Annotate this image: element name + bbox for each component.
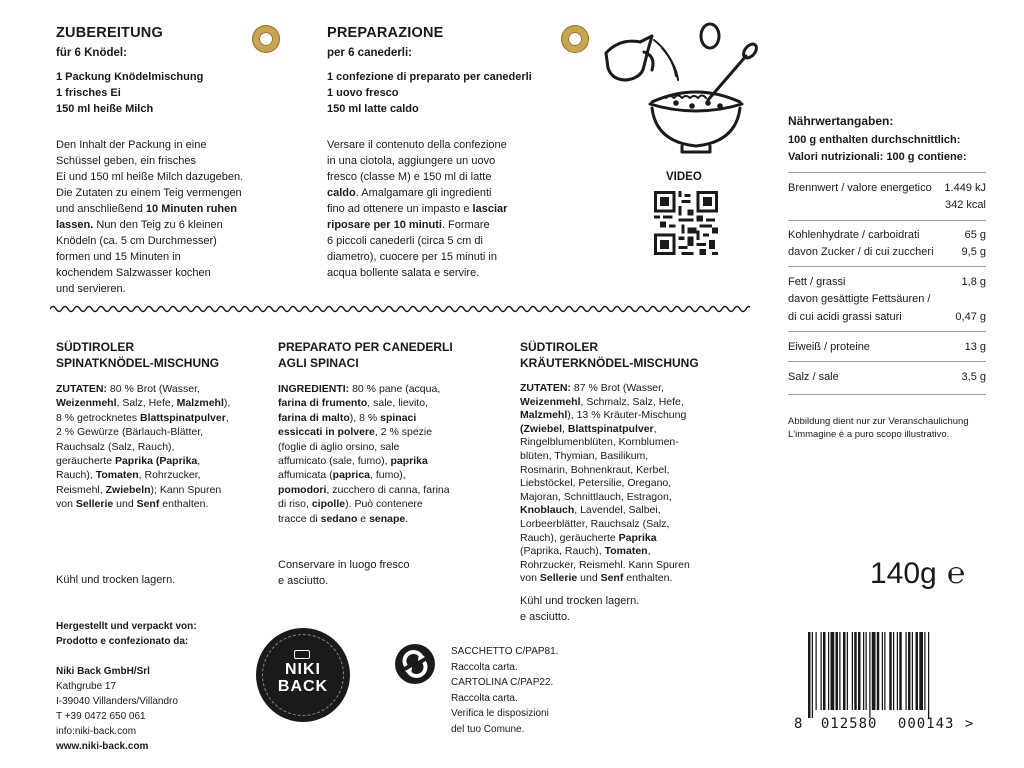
zubereitung-body: [56, 137, 243, 297]
text-segment: paprika: [390, 455, 428, 468]
text-segment: lasciar: [472, 203, 508, 215]
barcode-bar: [884, 632, 885, 710]
text-segment: fino ad ottenere un impasto e: [327, 203, 473, 215]
text-line: [520, 436, 690, 450]
text-segment: pomodori: [278, 483, 327, 496]
barcode-digits-right: 000143: [897, 716, 955, 732]
text-segment: und anschließend: [56, 203, 146, 215]
text-segment: lassen.: [56, 219, 94, 231]
text-segment: caldo: [327, 187, 356, 199]
barcode-bar: [808, 632, 811, 718]
text-line: [56, 497, 230, 511]
nutrition-label: davon gesättigte Fettsäuren /: [788, 293, 931, 305]
text-segment: Sellerie: [75, 498, 114, 511]
text-line: [520, 423, 690, 437]
text-segment: Blattspinatpulver: [140, 411, 226, 424]
text-line: [56, 382, 230, 396]
text-line: [56, 468, 230, 482]
text-segment: 6 piccoli canederli (circa 5 cm di: [327, 235, 483, 247]
barcode-bar: [858, 632, 861, 710]
nutrition-label: Brennwert / valore energetico: [788, 182, 932, 194]
barcode-bar: [836, 632, 839, 710]
text-segment: Rauchsalz (Salz, Rauch),: [56, 440, 175, 453]
text-line: [327, 233, 507, 249]
text-segment: Schüssel geben, ein frisches: [56, 155, 197, 167]
logo-line-1: NIKI: [285, 661, 321, 678]
text-segment: geräucherte: [56, 455, 115, 468]
text-segment: Rauch), geräucherte: [520, 531, 619, 544]
text-segment: Paprika (Paprika: [114, 455, 198, 468]
producer-city: I-39040 Villanders/Villandro: [56, 696, 178, 707]
text-line: [56, 137, 243, 153]
text-segment: . Formare: [441, 219, 490, 231]
producer-phone: T +39 0472 650 061: [56, 711, 146, 722]
hanging-ring-left: [253, 26, 279, 52]
text-line: [278, 483, 450, 497]
text-line: [520, 572, 690, 586]
col1-title: [56, 339, 219, 371]
text-segment: Liebstöckel, Petersilie, Oregano,: [520, 477, 672, 490]
text-segment: Versare il contenuto della confezione: [327, 139, 507, 151]
col2-title-line: PREPARATO PER CANEDERLI: [278, 340, 453, 354]
text-segment: 80 % Brot (Wasser,: [106, 383, 200, 395]
text-segment: acqua bollente salata e servire.: [327, 267, 480, 279]
nutrition-label: Salz / sale: [788, 371, 839, 383]
text-segment: und: [577, 572, 601, 585]
barcode-bar: [863, 632, 864, 710]
text-segment: , Schmalz, Salz, Hefe,: [580, 395, 684, 408]
text-line: [56, 396, 230, 410]
barcode-bar: [854, 632, 857, 710]
text-segment: .: [405, 512, 409, 525]
text-line: [520, 382, 690, 396]
barcode-bar: [872, 632, 876, 710]
col3-title-line: KRÄUTERKNÖDEL-MISCHUNG: [520, 356, 699, 370]
text-line: [278, 411, 450, 425]
text-segment: Weizenmehl: [520, 395, 581, 408]
col3-storage: [520, 593, 639, 625]
text-segment: affumicato (sale, fumo),: [278, 455, 391, 468]
preparazione-body: [327, 137, 507, 281]
text-segment: ), 13 % Kräuter-Mischung: [567, 409, 687, 422]
text-segment: Majoran, Schnittlauch, Estragon,: [520, 490, 672, 503]
text-segment: ,: [197, 455, 201, 468]
text-segment: Rohrzucker, Reismehl. Kann Spuren: [520, 558, 690, 571]
col2-title-line: AGLI SPINACI: [278, 356, 359, 370]
zubereitung-item: 150 ml heiße Milch: [56, 103, 154, 115]
text-segment: Malzmehl: [520, 409, 568, 422]
text-segment: farina di frumento: [278, 397, 368, 410]
col2-ingredients: [278, 382, 450, 526]
hanging-ring-right: [562, 26, 588, 52]
text-segment: Blattspinatpulver: [567, 422, 654, 435]
text-segment: (Paprika, Rauch),: [520, 545, 605, 558]
nutrition-subtitle-it: Valori nutrizionali: 100 g contiene:: [788, 151, 967, 163]
logo-line-2: BACK: [277, 678, 329, 695]
niki-back-logo: [256, 628, 350, 722]
barcode-bar: [899, 632, 902, 710]
barcode-bar: [908, 632, 911, 710]
barcode-bar: [869, 632, 870, 718]
text-segment: Reismehl,: [56, 483, 106, 496]
recycling-line: del tuo Comune.: [451, 723, 525, 735]
text-segment: cipolle: [311, 498, 346, 511]
net-weight: [870, 557, 965, 591]
text-segment: farina di malto: [278, 411, 350, 424]
barcode-bar: [816, 632, 817, 710]
nutrition-value: 3,5 g: [961, 371, 986, 383]
text-segment: Tomaten: [604, 545, 648, 558]
text-line: [278, 454, 450, 468]
producer-heading-de: Hergestellt und verpackt von:: [56, 621, 197, 632]
nutrition-value: 9,5 g: [961, 246, 986, 258]
text-segment: di riso,: [278, 498, 312, 511]
text-line: [278, 512, 450, 526]
text-line: [278, 468, 450, 482]
nutrition-label: Fett / grassi: [788, 276, 846, 288]
col1-storage: Kühl und trocken lagern.: [56, 574, 176, 586]
barcode-bar: [924, 632, 925, 710]
barcode-digit-first: 8: [794, 716, 803, 732]
logo-ring: [262, 634, 344, 716]
text-line: [327, 169, 507, 185]
text-line: [520, 532, 690, 546]
text-segment: , zucchero di canna, farina: [326, 483, 450, 496]
illustration-note-it: L'immagine è a puro scopo illustrativo.: [788, 429, 950, 440]
text-line: [56, 265, 243, 281]
text-line: [520, 491, 690, 505]
text-line: [327, 137, 507, 153]
text-segment: (Zwiebel: [520, 422, 563, 435]
preparazione-item: 1 confezione di preparato per canederli: [327, 71, 532, 83]
text-line: [278, 425, 450, 439]
barcode-bar: [893, 632, 894, 710]
zubereitung-item: 1 frisches Ei: [56, 87, 121, 99]
barcode: [806, 632, 986, 722]
text-line: [278, 440, 450, 454]
text-segment: Sellerie: [539, 572, 578, 585]
nutrition-value: 0,47 g: [955, 311, 986, 323]
text-segment: Knoblauch: [520, 504, 575, 517]
preparazione-ingredients: [327, 69, 532, 117]
text-line: [56, 169, 243, 185]
text-segment: , 2 % spezie: [374, 426, 433, 439]
text-segment: riposare per 10 minuti: [327, 219, 442, 231]
text-segment: Lorbeerblätter, Rauchsalz (Salz,: [520, 517, 670, 530]
text-segment: Rauch),: [56, 469, 96, 482]
preparazione-item: 150 ml latte caldo: [327, 103, 419, 115]
barcode-bar: [912, 632, 913, 710]
text-line: [520, 559, 690, 573]
text-segment: e: [357, 512, 370, 525]
nutrition-divider: [788, 361, 986, 362]
text-line: [520, 450, 690, 464]
barcode-bar: [839, 632, 840, 710]
nutrition-value: 1.449 kJ: [944, 182, 986, 194]
text-line: [56, 153, 243, 169]
col3-title-line: SÜDTIROLER: [520, 340, 598, 354]
barcode-bar: [889, 632, 892, 710]
producer-email[interactable]: info:niki-back.com: [56, 726, 137, 737]
barcode-bar: [828, 632, 829, 710]
text-line: [520, 545, 690, 559]
text-segment: ZUTATEN:: [520, 382, 571, 394]
nutrition-value: 65 g: [964, 229, 986, 241]
text-segment: ). Può contenere: [345, 498, 423, 511]
barcode-bar: [843, 632, 846, 710]
zubereitung-item: 1 Packung Knödelmischung: [56, 71, 204, 83]
text-line: [520, 518, 690, 532]
text-segment: ); Kann Spuren: [150, 483, 222, 496]
barcode-digits: [794, 716, 973, 732]
recycling-line: Raccolta carta.: [451, 661, 518, 673]
text-segment: enthalten.: [159, 498, 209, 511]
barcode-bar: [897, 632, 898, 710]
text-segment: Rosmarin, Bohnenkraut, Kerbel,: [520, 463, 670, 476]
text-segment: enthalten.: [623, 572, 673, 585]
nutrition-value: 13 g: [964, 341, 986, 353]
text-segment: von: [520, 572, 540, 585]
recycling-info: [451, 644, 558, 737]
recycling-line: CARTOLINA C/PAP22.: [451, 677, 554, 688]
col3-storage-line: Kühl und trocken lagern.: [520, 595, 640, 607]
text-segment: ,: [647, 545, 651, 558]
text-segment: senape: [369, 512, 406, 525]
barcode-bar: [847, 632, 848, 710]
barcode-bar: [823, 632, 826, 710]
recycling-line: SACCHETTO C/PAP81.: [451, 646, 559, 657]
text-line: [327, 265, 507, 281]
wavy-divider: [50, 303, 750, 315]
text-segment: von: [56, 498, 76, 511]
text-segment: Die Zutaten zu einem Teig vermengen: [56, 187, 242, 199]
nutrition-divider: [788, 220, 986, 221]
barcode-bar: [882, 632, 883, 710]
barcode-bar: [877, 632, 880, 710]
text-line: [56, 425, 230, 439]
nutrition-title: Nährwertangaben:: [788, 114, 894, 128]
producer-website[interactable]: www.niki-back.com: [56, 741, 149, 752]
text-line: [520, 409, 690, 423]
col1-ingredients: [56, 382, 230, 512]
text-line: [56, 233, 243, 249]
text-segment: blüten, Thymian, Basilikum,: [520, 449, 649, 462]
text-line: [56, 411, 230, 425]
text-line: [56, 454, 230, 468]
col3-ingredients: [520, 382, 690, 586]
barcode-bar: [821, 632, 822, 710]
qr-code[interactable]: [654, 191, 718, 255]
text-segment: Nun den Teig zu 6 kleinen: [93, 219, 223, 231]
barcode-bar: [866, 632, 867, 710]
text-segment: diametro), cuocere per 15 minuti in: [327, 251, 497, 263]
producer-block: [56, 619, 197, 754]
text-segment: Senf: [600, 572, 624, 585]
text-line: [520, 504, 690, 518]
text-line: [327, 153, 507, 169]
recycling-line: Verifica le disposizioni: [451, 708, 549, 719]
text-line: [520, 464, 690, 478]
text-segment: INGREDIENTI:: [278, 383, 350, 395]
nutrition-divider: [788, 266, 986, 267]
text-segment: Malzmehl: [176, 397, 224, 410]
producer-name: Niki Back GmbH/Srl: [56, 666, 150, 677]
barcode-bar: [928, 632, 929, 718]
text-segment: 80 % pane (acqua,: [349, 383, 441, 395]
text-segment: Knödeln (ca. 5 cm Durchmesser): [56, 235, 217, 247]
text-segment: paprica: [332, 469, 371, 482]
zubereitung-subtitle: für 6 Knödel:: [56, 47, 127, 59]
text-line: [278, 497, 450, 511]
text-segment: . Amalgamare gli ingredienti: [355, 187, 492, 199]
text-segment: , Salz, Hefe,: [116, 397, 177, 410]
col1-title-line: SPINATKNÖDEL-MISCHUNG: [56, 356, 220, 370]
barcode-bar: [831, 632, 835, 710]
text-segment: ,: [562, 422, 568, 435]
text-segment: ),: [223, 397, 231, 410]
text-line: [56, 201, 243, 217]
producer-street: Kathgrube 17: [56, 681, 117, 692]
text-line: [56, 185, 243, 201]
net-weight-value: 140g: [870, 557, 937, 590]
recycling-line: Raccolta carta.: [451, 692, 518, 704]
text-segment: 8 % getrocknetes: [56, 411, 141, 424]
text-segment: (foglie di aglio orsino, sale: [278, 440, 400, 453]
text-line: [327, 185, 507, 201]
text-segment: fresco (classe M) e 150 ml di latte: [327, 171, 492, 183]
recycling-icon: [394, 643, 436, 685]
zubereitung-title: ZUBEREITUNG: [56, 25, 163, 41]
nutrition-label: di cui acidi grassi saturi: [788, 311, 902, 323]
bowl-milk-egg-illustration: [596, 18, 766, 168]
text-line: [56, 440, 230, 454]
text-segment: , Lavendel, Salbei,: [574, 504, 661, 517]
text-segment: , sale, lievito,: [367, 397, 428, 410]
nutrition-subtitle-de: 100 g enthalten durchschnittlich:: [788, 134, 961, 146]
preparazione-item: 1 uovo fresco: [327, 87, 399, 99]
nutrition-label: davon Zucker / di cui zuccheri: [788, 246, 934, 258]
nutrition-value: 342 kcal: [945, 199, 986, 211]
producer-heading-it: Prodotto e confezionato da:: [56, 636, 189, 647]
nutrition-label: Eiweiß / proteine: [788, 341, 870, 353]
barcode-bar: [906, 632, 907, 710]
text-segment: und: [113, 498, 137, 511]
nutrition-divider: [788, 394, 986, 395]
text-line: [520, 396, 690, 410]
text-segment: Ringelblumenblüten, Kornblumen-: [520, 436, 679, 449]
text-line: [327, 217, 507, 233]
text-segment: und servieren.: [56, 283, 126, 295]
barcode-bar: [812, 632, 813, 718]
text-segment: kochendem Salzwasser kochen: [56, 267, 211, 279]
text-segment: Zwiebeln: [105, 483, 151, 496]
text-segment: Ei und 150 ml heiße Milch dazugeben.: [56, 171, 244, 183]
text-line: [56, 217, 243, 233]
nutrition-value: 1,8 g: [961, 276, 986, 288]
col3-title: [520, 339, 699, 371]
col2-storage-line: e asciutto.: [278, 575, 329, 587]
text-line: [56, 281, 243, 297]
text-line: [327, 249, 507, 265]
text-segment: Tomaten: [95, 469, 139, 482]
zubereitung-ingredients: [56, 69, 203, 117]
text-segment: essiccati in polvere: [278, 426, 375, 439]
text-segment: , Rohrzucker,: [138, 469, 201, 482]
text-segment: Weizenmehl: [56, 397, 117, 410]
col1-title-line: SÜDTIROLER: [56, 340, 134, 354]
text-segment: ,: [653, 422, 657, 435]
text-segment: spinaci: [380, 411, 417, 424]
text-line: [56, 249, 243, 265]
text-segment: in una ciotola, aggiungere un uovo: [327, 155, 496, 167]
barcode-bar: [919, 632, 923, 710]
text-segment: ), 8 %: [349, 411, 381, 424]
text-segment: Paprika: [618, 531, 657, 544]
preparazione-title: PREPARAZIONE: [327, 25, 444, 41]
text-line: [56, 483, 230, 497]
text-segment: formen und 15 Minuten in: [56, 251, 181, 263]
col3-storage-line: e asciutto.: [520, 611, 571, 623]
text-segment: affumicata (: [278, 469, 333, 482]
col2-storage: [278, 557, 409, 589]
text-line: [327, 201, 507, 217]
text-segment: ,: [225, 411, 229, 424]
illustration-note: [788, 415, 969, 441]
text-segment: Senf: [136, 498, 160, 511]
text-segment: , fumo),: [370, 469, 406, 482]
text-line: [278, 382, 450, 396]
text-segment: sedano: [320, 512, 358, 525]
preparazione-subtitle: per 6 canederli:: [327, 47, 413, 59]
illustration-note-de: Abbildung dient nur zur Veranschaulichung: [788, 416, 969, 427]
text-segment: tracce di: [278, 512, 321, 525]
barcode-bar: [852, 632, 853, 710]
estimated-sign-icon: ℮: [947, 557, 966, 590]
col2-storage-line: Conservare in luogo fresco: [278, 559, 410, 571]
text-segment: 87 % Brot (Wasser,: [570, 382, 664, 394]
text-line: [520, 477, 690, 491]
barcode-digits-left: 012580: [820, 716, 878, 732]
video-label: VIDEO: [666, 171, 702, 183]
barcode-bar: [916, 632, 919, 710]
nutrition-divider: [788, 172, 986, 173]
text-segment: 10 Minuten ruhen: [145, 203, 237, 215]
text-line: [278, 396, 450, 410]
barcode-quiet-zone-marker: >: [964, 716, 974, 732]
text-segment: ZUTATEN:: [56, 383, 107, 395]
col2-title: [278, 339, 453, 371]
text-segment: 2 % Gewürze (Bärlauch-Blätter,: [56, 426, 204, 439]
text-segment: Den Inhalt der Packung in eine: [56, 139, 207, 151]
nutrition-label: Kohlenhydrate / carboidrati: [788, 229, 920, 241]
nutrition-divider: [788, 331, 986, 332]
